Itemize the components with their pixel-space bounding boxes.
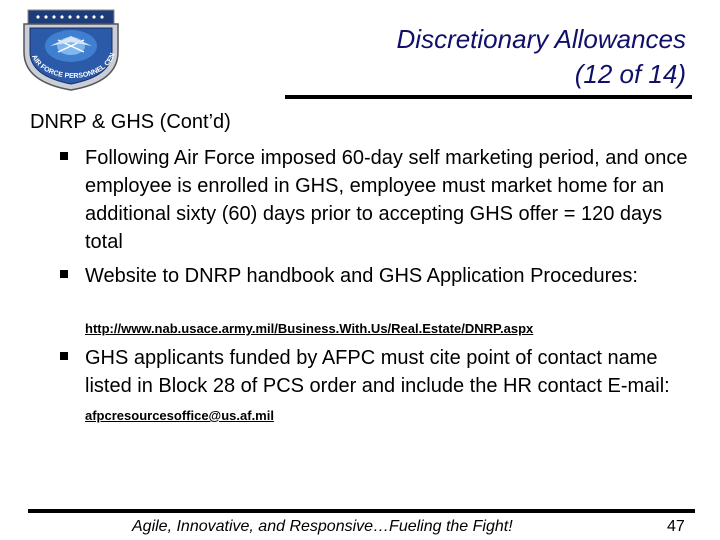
footer-slogan: Agile, Innovative, and Responsive…Fueling the Fight!: [132, 518, 513, 535]
page-number: 47: [667, 518, 685, 535]
bullet-marker: [60, 270, 68, 278]
bullet-text: Following Air Force imposed 60-day self marketing period, and once employee is enrolled in GHS, employee must market home for an additional sixty (60) days prior to accepting GHS offer = 120 days total: [85, 147, 688, 253]
svg-text:AIR FORCE PERSONNEL CENTER: AIR FORCE PERSONNEL CEN: [30, 52, 117, 80]
bullet-item-1: [85, 144, 705, 256]
afpc-logo: [10, 6, 130, 92]
hr-email-link[interactable]: afpcresourcesoffice@us.af.mil: [85, 408, 274, 423]
bullet-item-2: [85, 262, 705, 290]
title-divider: [285, 95, 692, 99]
bullet-item-3: [85, 344, 705, 430]
footer-divider: [28, 509, 695, 513]
title-line-1: Discretionary Allowances: [396, 24, 686, 54]
bullet-text: GHS applicants funded by AFPC must cite point of contact name listed in Block 28 of PCS order and include the HR contact E-mail:: [85, 347, 670, 397]
bullet-text: Website to DNRP handbook and GHS Application Procedures:: [85, 265, 638, 287]
section-heading: DNRP & GHS (Cont’d): [30, 111, 231, 133]
bullet-marker: [60, 152, 68, 160]
dnrp-handbook-link[interactable]: http://www.nab.usace.army.mil/Business.With.Us/Real.Estate/DNRP.aspx: [85, 321, 534, 336]
bullet-marker: [60, 352, 68, 360]
slide-title: [397, 22, 686, 92]
title-line-2: (12 of 14): [574, 59, 686, 89]
dnrp-url-line: [85, 320, 533, 338]
